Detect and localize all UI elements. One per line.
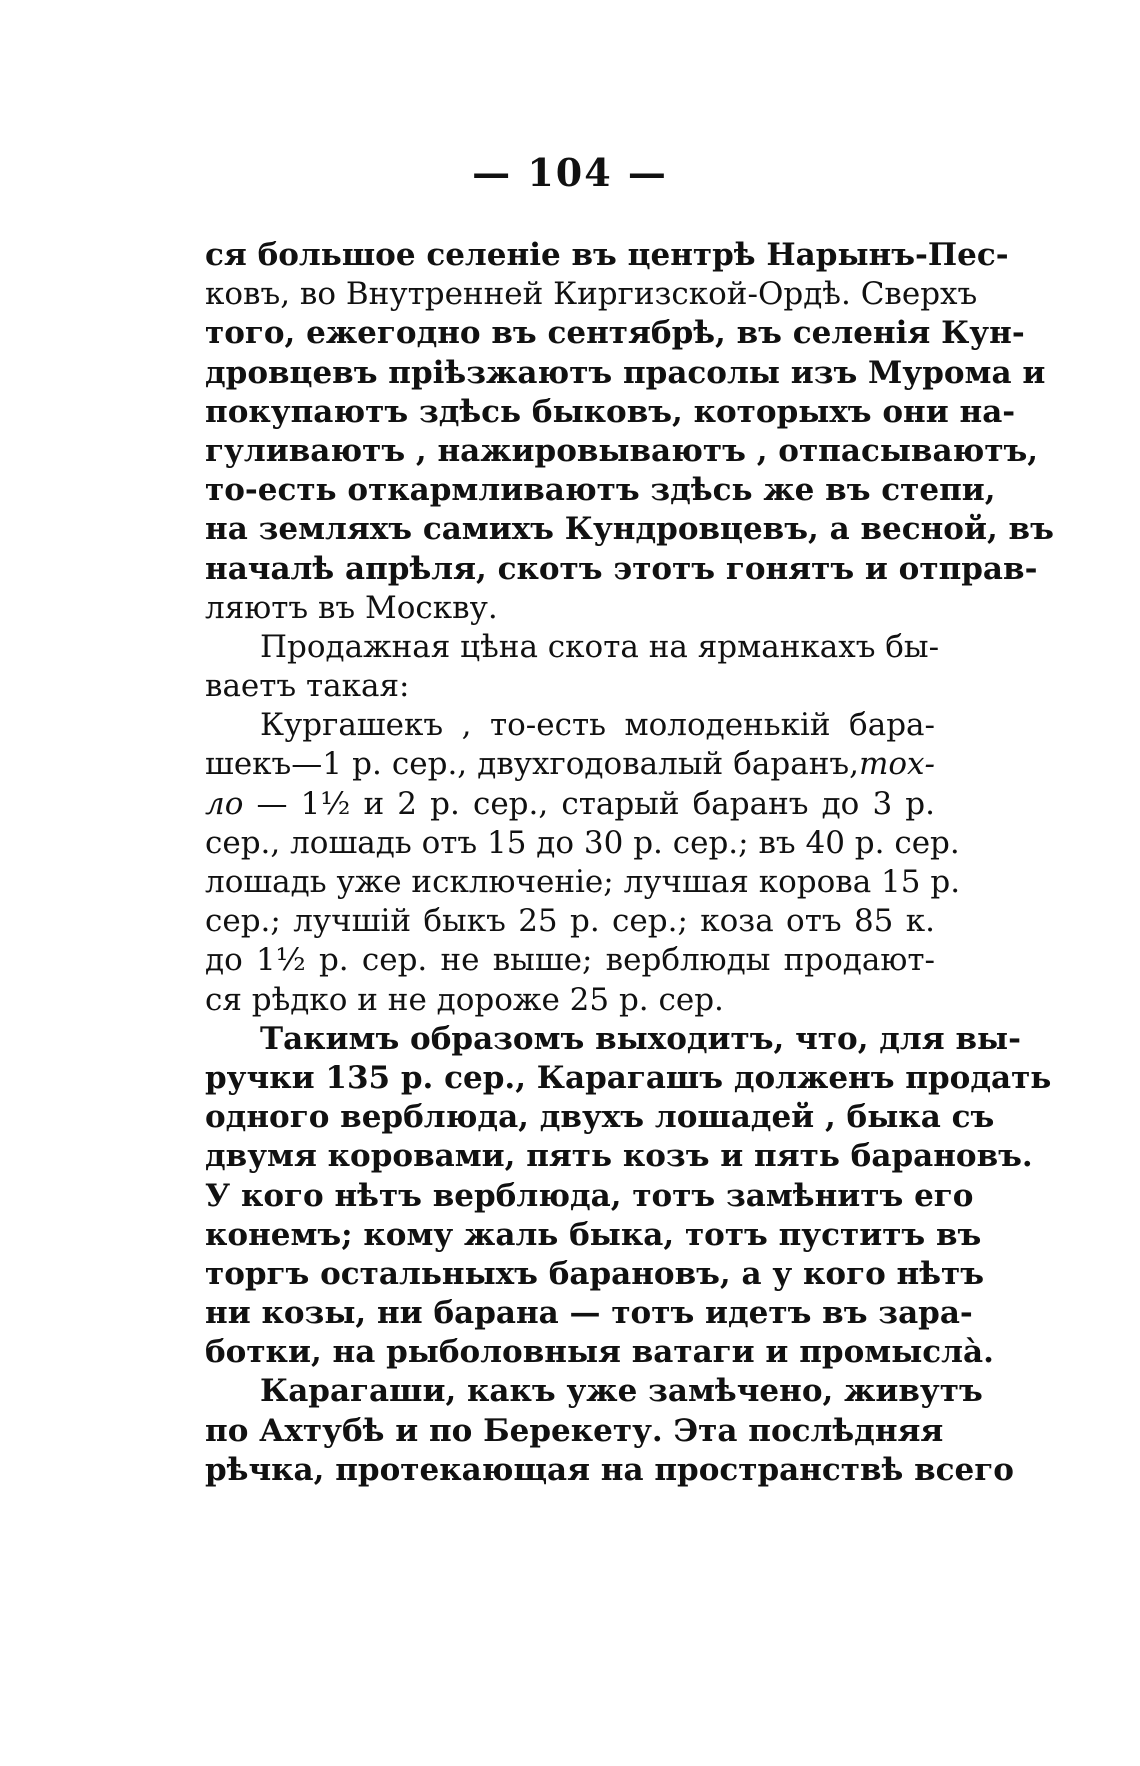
text-line: Карагаши, какъ уже замѣчено, живутъ	[260, 1373, 983, 1410]
text-line: двумя коровами, пять козъ и пять барановъ.	[205, 1138, 1033, 1175]
text-line: одного верблюда, двухъ лошадей , быка съ	[205, 1099, 995, 1136]
text-line: Кургашекъ , то-есть молоденькій бара-	[260, 707, 935, 744]
text-line: торгъ остальныхъ барановъ, а у кого нѣтъ	[205, 1255, 985, 1292]
text-fragment: — 1½ и 2 р. сер., старый баранъ до 3 р.	[256, 785, 935, 822]
text-line: покупаютъ здѣсь быковъ, которыхъ они на-	[205, 393, 1016, 430]
text-line: Продажная цѣна скота на ярманкахъ бы-	[260, 628, 940, 665]
text-line: дровцевъ пріѣзжаютъ прасолы изъ Мурома и	[205, 354, 1046, 391]
text-line: конемъ; кому жаль быка, тотъ пуститъ въ	[205, 1216, 982, 1253]
text-line: того, ежегодно въ сентябрѣ, въ селенія Кун-	[205, 315, 1025, 352]
text-line: ляютъ въ Москву.	[205, 589, 498, 626]
text-line: Такимъ образомъ выходитъ, что, для вы-	[260, 1020, 1021, 1057]
text-line: ваетъ такая:	[205, 668, 410, 705]
text-line	[205, 785, 935, 824]
text-fragment: шекъ—1 р. сер., двухгодовалый баранъ,	[205, 746, 859, 783]
text-line	[205, 745, 935, 784]
page-number: — 104 —	[472, 150, 668, 195]
italic-word: ло	[205, 785, 244, 822]
text-line: сер.; лучшій быкъ 25 р. сер.; коза отъ 85 к.	[205, 903, 935, 940]
text-line: ручки 135 р. сер., Карагашъ долженъ продать	[205, 1059, 1052, 1096]
text-line: ся большое селеніе въ центрѣ Нарынъ-Пес-	[205, 237, 1009, 273]
text-line: ни козы, ни барана — тотъ идетъ въ зара-	[205, 1295, 973, 1332]
text-line: ботки, на рыболовныя ватаги и промыслà.	[205, 1334, 994, 1371]
text-line: У кого нѣтъ верблюда, тотъ замѣнитъ его	[205, 1177, 974, 1214]
text-line: на земляхъ самихъ Кундровцевъ, а весной, въ	[205, 511, 1054, 548]
text-line: до 1½ р. сер. не выше; верблюды продают-	[205, 942, 935, 979]
body-text	[205, 236, 1054, 1490]
text-line: сер., лошадь отъ 15 до 30 р. сер.; въ 40 р. сер.	[205, 824, 960, 861]
text-line: началѣ апрѣля, скотъ этотъ гонятъ и отправ-	[205, 550, 1038, 587]
text-line: гуливаютъ , нажировываютъ , отпасываютъ,	[205, 432, 1039, 469]
text-line: ся рѣдко и не дороже 25 р. сер.	[205, 981, 724, 1018]
italic-word: тох-	[858, 746, 935, 783]
text-line: по Ахтубѣ и по Берекету. Эта послѣдняя	[205, 1412, 944, 1449]
text-line: ковъ, во Внутренней Киргизской-Ордѣ. Сверхъ	[205, 276, 978, 313]
text-line: лошадь уже исключеніе; лучшая корова 15 р.	[205, 864, 961, 900]
text-line: рѣчка, протекающая на пространствѣ всего	[205, 1451, 1014, 1488]
text-line: то-есть откармливаютъ здѣсь же въ степи,	[205, 472, 996, 509]
